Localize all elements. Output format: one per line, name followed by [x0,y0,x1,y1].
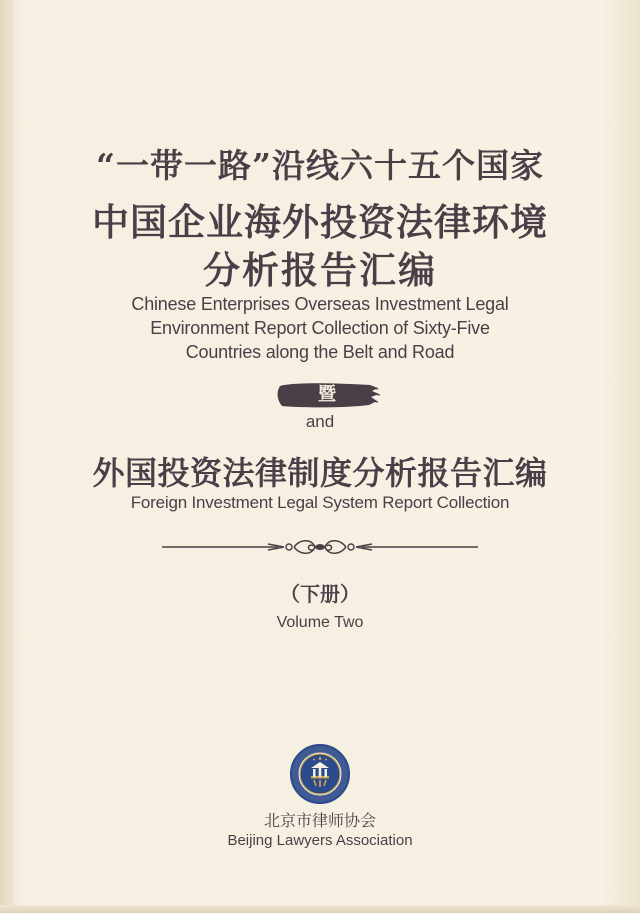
en-title-line-1: Chinese Enterprises Overseas Investment Legal [131,294,509,314]
page-edge-bottom [0,905,640,913]
volume-en: Volume Two [276,614,364,631]
beijing-lawyers-association-logo [290,744,350,804]
en-title-line-3: Countries along the Belt and Road [185,342,455,362]
cn-subtitle: 外国投资法律制度分析报告汇编 [92,454,548,492]
en-subtitle: Foreign Investment Legal System Report Collection [130,493,510,512]
publisher-cn: 北京市律师协会 [263,811,376,830]
publisher-en: Beijing Lawyers Association [227,832,413,849]
ornamental-divider [160,536,480,558]
connector-cn: 暨 [318,384,336,405]
en-title-line-2: Environment Report Collection of Sixty-Five [150,318,490,338]
cn-title-line-1: “一带一路”沿线六十五个国家 [96,146,544,185]
volume-cn: （下册） [280,582,360,606]
cn-title-line-3: 分析报告汇编 [203,249,437,292]
cn-title-line-2: 中国企业海外投资法律环境 [92,201,548,244]
connector-en: and [305,412,335,431]
